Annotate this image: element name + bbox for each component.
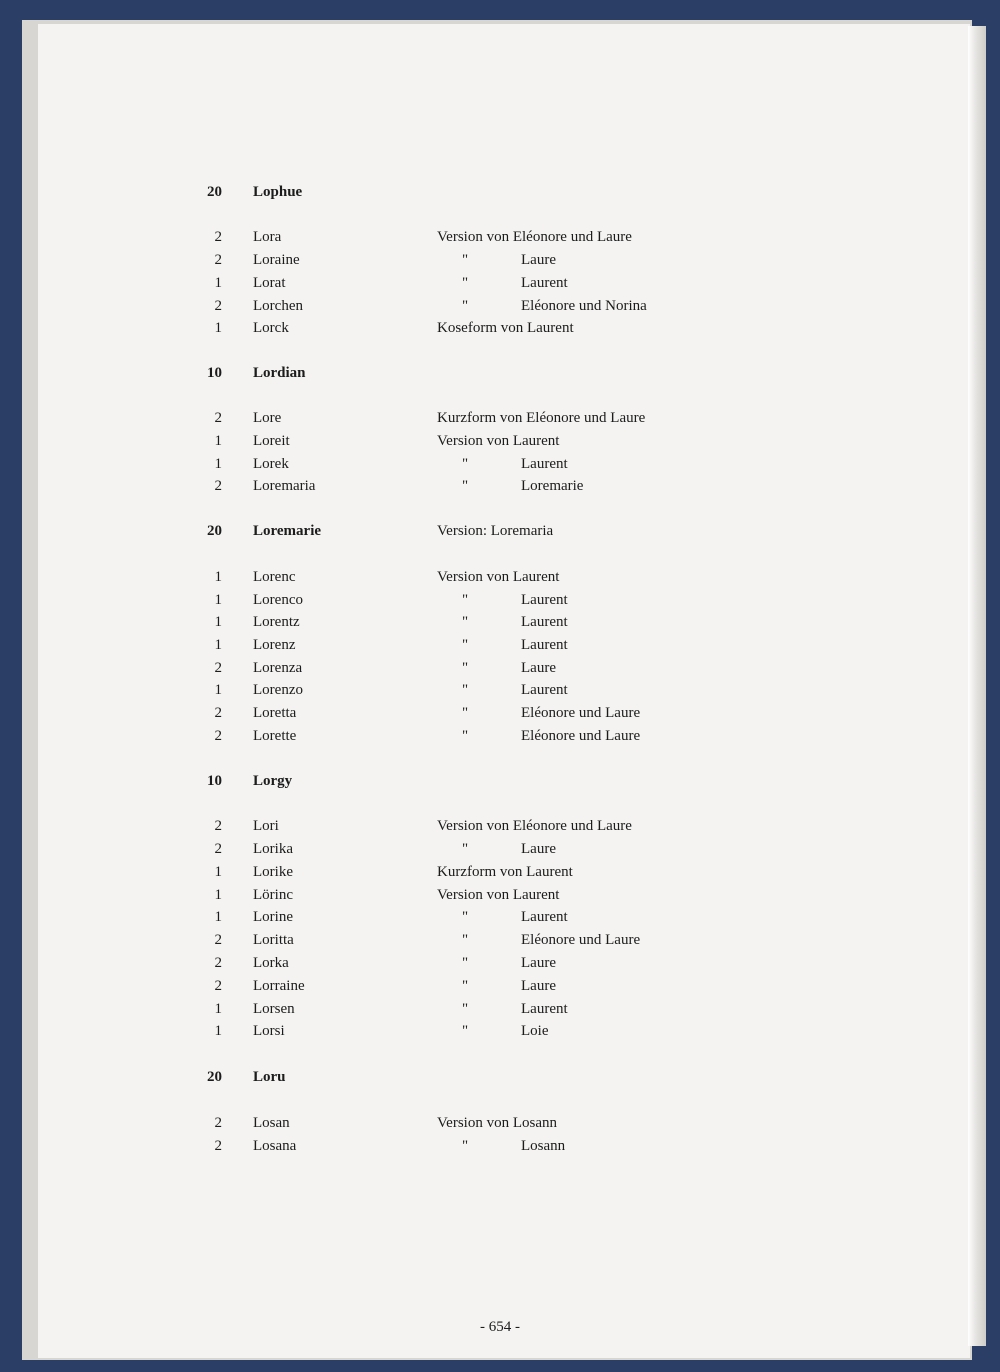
entry-count: 2 [214, 1138, 222, 1154]
entry-count: 2 [214, 932, 222, 948]
entry-name: Lorenc [253, 569, 296, 585]
entry-name: Lörinc [253, 887, 293, 903]
entry-reference: Laure [521, 252, 556, 268]
entry-name: Lorike [253, 864, 293, 880]
entry-name: Lorenzo [253, 682, 303, 698]
entry-note: Version von Laurent [437, 887, 560, 903]
entry-name: Loreit [253, 433, 290, 449]
entry-row [0, 952, 1000, 974]
entry-name: Lore [253, 410, 282, 426]
entry-count: 1 [214, 569, 222, 585]
ditto-mark: " [462, 682, 469, 698]
entry-row [0, 475, 1000, 497]
entry-count: 1 [214, 275, 222, 291]
entry-name: Losana [253, 1138, 297, 1154]
entry-row [0, 906, 1000, 928]
entry-name: Loretta [253, 705, 297, 721]
ditto-mark: " [462, 614, 469, 630]
entry-name: Lorsen [253, 1001, 295, 1017]
entry-row [0, 249, 1000, 271]
entry-name: Lorenco [253, 592, 303, 608]
entry-reference: Eléonore und Laure [521, 705, 641, 721]
entry-count: 1 [214, 887, 222, 903]
entry-row [0, 929, 1000, 951]
entry-reference: Losann [521, 1138, 566, 1154]
entry-row [0, 453, 1000, 475]
entry-heading-row [0, 770, 1000, 792]
ditto-mark: " [462, 841, 469, 857]
ditto-mark: " [462, 1138, 469, 1154]
entry-row [0, 226, 1000, 248]
ditto-mark: " [462, 660, 469, 676]
entry-name: Lorraine [253, 978, 305, 994]
entry-row [0, 815, 1000, 837]
entry-count: 1 [214, 909, 222, 925]
ditto-mark: " [462, 705, 469, 721]
entry-row [0, 611, 1000, 633]
entry-note: Koseform von Laurent [437, 320, 574, 336]
entry-reference: Loie [521, 1023, 549, 1039]
entry-name: Loraine [253, 252, 300, 268]
ditto-mark: " [462, 592, 469, 608]
entry-heading-row [0, 520, 1000, 542]
entry-count: 2 [214, 660, 222, 676]
entry-reference: Laure [521, 955, 556, 971]
ditto-mark: " [462, 909, 469, 925]
entry-count: 1 [214, 682, 222, 698]
ditto-mark: " [462, 932, 469, 948]
entry-count: 1 [214, 592, 222, 608]
entry-count: 2 [214, 478, 222, 494]
entry-reference: Laurent [521, 682, 568, 698]
entry-reference: Laurent [521, 637, 568, 653]
entry-count: 1 [214, 320, 222, 336]
entry-note: Version von Laurent [437, 569, 560, 585]
entry-note: Kurzform von Eléonore und Laure [437, 410, 646, 426]
entry-reference: Eléonore und Norina [521, 298, 647, 314]
entry-reference: Laurent [521, 275, 568, 291]
entry-note: Version von Losann [437, 1115, 557, 1131]
entry-note: Version von Eléonore und Laure [437, 818, 632, 834]
entry-row [0, 430, 1000, 452]
ditto-mark: " [462, 1023, 469, 1039]
entry-name: Lorgy [253, 773, 293, 789]
entry-row [0, 634, 1000, 656]
entry-reference: Eléonore und Laure [521, 728, 641, 744]
entry-count: 2 [214, 955, 222, 971]
entry-row [0, 566, 1000, 588]
entry-row [0, 295, 1000, 317]
entry-count: 2 [214, 818, 222, 834]
entry-heading-row [0, 1066, 1000, 1088]
entry-row [0, 861, 1000, 883]
entry-row [0, 679, 1000, 701]
entry-reference: Laure [521, 841, 556, 857]
entry-name: Lorchen [253, 298, 303, 314]
entry-row [0, 998, 1000, 1020]
entry-count: 2 [214, 841, 222, 857]
entry-row [0, 725, 1000, 747]
entry-reference: Laure [521, 978, 556, 994]
entry-count: 10 [207, 365, 222, 381]
entry-count: 2 [214, 229, 222, 245]
entry-reference: Laure [521, 660, 556, 676]
entry-count: 2 [214, 410, 222, 426]
entry-name: Lorka [253, 955, 289, 971]
entry-count: 20 [207, 184, 222, 200]
entry-name: Lorine [253, 909, 293, 925]
ditto-mark: " [462, 252, 469, 268]
ditto-mark: " [462, 728, 469, 744]
entry-count: 2 [214, 728, 222, 744]
entry-row [0, 272, 1000, 294]
entry-name: Lordian [253, 365, 306, 381]
entry-note: Version: Loremaria [437, 523, 554, 539]
entry-name: Lorika [253, 841, 293, 857]
entry-note: Kurzform von Laurent [437, 864, 573, 880]
entry-note: Version von Laurent [437, 433, 560, 449]
entry-row [0, 1020, 1000, 1042]
entry-name: Lora [253, 229, 282, 245]
entry-name: Lorentz [253, 614, 300, 630]
entry-reference: Loremarie [521, 478, 584, 494]
entry-count: 1 [214, 864, 222, 880]
entry-count: 2 [214, 1115, 222, 1131]
entry-name: Loremaria [253, 478, 316, 494]
ditto-mark: " [462, 298, 469, 314]
entry-count: 1 [214, 456, 222, 472]
entry-count: 1 [214, 637, 222, 653]
entry-name: Lorette [253, 728, 297, 744]
entry-name: Lorck [253, 320, 289, 336]
ditto-mark: " [462, 955, 469, 971]
entry-name: Lophue [253, 184, 303, 200]
entry-row [0, 702, 1000, 724]
entry-count: 2 [214, 298, 222, 314]
entry-row [0, 407, 1000, 429]
entry-count: 1 [214, 1023, 222, 1039]
entry-note: Version von Eléonore und Laure [437, 229, 632, 245]
entry-reference: Laurent [521, 909, 568, 925]
entry-row [0, 1135, 1000, 1157]
page-number: - 654 - [480, 1319, 520, 1335]
ditto-mark: " [462, 456, 469, 472]
entry-reference: Laurent [521, 614, 568, 630]
entry-count: 1 [214, 1001, 222, 1017]
entry-row [0, 884, 1000, 906]
entry-name: Lori [253, 818, 279, 834]
entry-name: Loritta [253, 932, 294, 948]
entry-name: Lorenza [253, 660, 303, 676]
entry-count: 1 [214, 614, 222, 630]
entry-count: 10 [207, 773, 222, 789]
entry-reference: Eléonore und Laure [521, 932, 641, 948]
entry-name: Lorenz [253, 637, 296, 653]
entry-name: Loremarie [253, 523, 322, 539]
ditto-mark: " [462, 978, 469, 994]
entry-row [0, 838, 1000, 860]
entry-reference: Laurent [521, 456, 568, 472]
entry-row [0, 317, 1000, 339]
entry-count: 2 [214, 978, 222, 994]
entry-name: Lorat [253, 275, 286, 291]
ditto-mark: " [462, 1001, 469, 1017]
entry-row [0, 589, 1000, 611]
entry-heading-row [0, 181, 1000, 203]
entry-count: 1 [214, 433, 222, 449]
ditto-mark: " [462, 275, 469, 291]
entry-count: 2 [214, 705, 222, 721]
entry-row [0, 975, 1000, 997]
entry-row [0, 1112, 1000, 1134]
entry-count: 20 [207, 1069, 222, 1085]
entry-row [0, 657, 1000, 679]
entry-count: 2 [214, 252, 222, 268]
entry-name: Losan [253, 1115, 290, 1131]
entry-reference: Laurent [521, 592, 568, 608]
entry-name: Loru [253, 1069, 286, 1085]
entry-name: Lorek [253, 456, 289, 472]
entry-name: Lorsi [253, 1023, 285, 1039]
entry-heading-row [0, 362, 1000, 384]
ditto-mark: " [462, 478, 469, 494]
ditto-mark: " [462, 637, 469, 653]
entry-count: 20 [207, 523, 222, 539]
entry-reference: Laurent [521, 1001, 568, 1017]
